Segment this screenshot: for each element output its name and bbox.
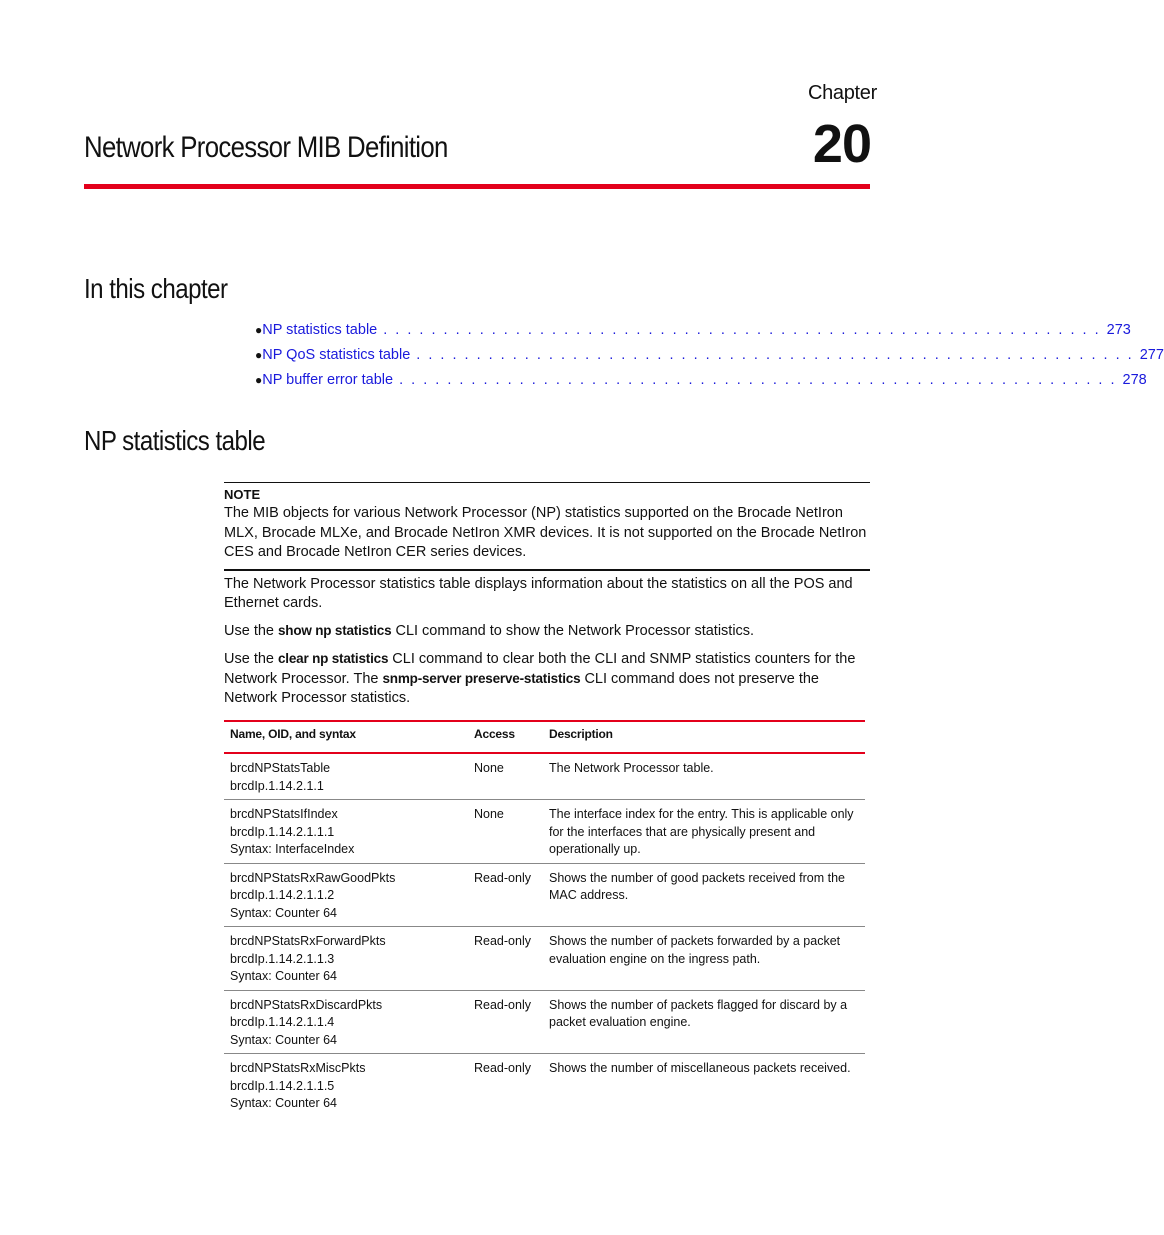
column-header: Description (543, 721, 865, 753)
table-row (224, 990, 865, 1054)
description-cell: Shows the number of packets flagged for discard by a packet evaluation engine. (543, 990, 865, 1054)
toc-page[interactable]: 273 (1106, 322, 1131, 338)
section-heading: NP statistics table (84, 425, 266, 456)
name-cell (224, 927, 468, 991)
toc-link[interactable]: NP buffer error table (262, 372, 394, 388)
in-this-chapter-heading: In this chapter (84, 273, 228, 304)
chapter-toc (255, 322, 1164, 397)
paragraph-text: CLI command to show the Network Processor statistics. (391, 623, 755, 639)
bullet-icon: ● (255, 323, 263, 337)
description-cell: Shows the number of packets forwarded by a packet evaluation engine on the ingress path. (543, 927, 865, 991)
object-name: brcdNPStatsRxMiscPkts (230, 1061, 366, 1075)
object-syntax: Syntax: Counter 64 (230, 905, 338, 920)
toc-page[interactable]: 278 (1122, 372, 1147, 388)
table-row (224, 863, 865, 927)
table-row (224, 753, 865, 800)
table-row (224, 800, 865, 864)
paragraph-text: CLI command does not preserve the Network Processor statistics. (224, 671, 819, 706)
bullet-icon: ● (255, 373, 263, 387)
paragraph-text: CLI command to clear both the CLI and SNMP statistics counters for the Network Processor. The (224, 651, 856, 687)
show-command-paragraph (224, 621, 870, 641)
object-name: brcdNPStatsIfIndex (230, 807, 338, 821)
table-row (224, 1054, 865, 1117)
toc-leader: . . . . . . . . . . . . . . . . . . . . . . . . . . . . . . . . . . . . . . . . . . . . . . . . . . . . . . . . . . . . (383, 322, 1101, 338)
cli-command: show np statistics (278, 623, 392, 638)
access-cell: None (468, 753, 543, 800)
note-text: The MIB objects for various Network Processor (NP) statistics supported on the Brocade NetIron MLX, Brocade MLXe, and Brocade NetIron XMR devices. It is not supported on the Brocade NetIron CES and Brocade NetIron CER series devices. (224, 505, 867, 560)
intro-paragraph: The Network Processor statistics table displays information about the statistics on all the POS and Ethernet cards. (224, 576, 853, 611)
object-oid: brcdIp.1.14.2.1.1.1 (230, 824, 335, 839)
column-header: Access (468, 721, 543, 753)
access-cell: None (468, 800, 543, 864)
object-syntax: Syntax: Counter 64 (230, 1032, 338, 1047)
toc-item[interactable] (255, 347, 1164, 372)
access-cell: Read-only (474, 1061, 531, 1075)
description-cell: Shows the number of good packets received from the MAC address. (543, 863, 865, 927)
object-oid: brcdIp.1.14.2.1.1.3 (230, 951, 335, 966)
name-cell (224, 1054, 468, 1117)
cli-command: clear np statistics (278, 651, 389, 666)
toc-item[interactable] (255, 372, 1147, 397)
clear-command-paragraph (224, 649, 870, 708)
column-header: Name, OID, and syntax (224, 721, 468, 753)
object-syntax: Syntax: InterfaceIndex (230, 842, 355, 856)
object-oid: brcdIp.1.14.2.1.1.4 (230, 1015, 335, 1029)
cli-command: snmp-server preserve-statistics (382, 671, 581, 686)
description-cell: The Network Processor table. (543, 753, 865, 800)
access-cell: Read-only (468, 863, 543, 927)
note-box (224, 482, 870, 571)
access-cell: Read-only (468, 927, 543, 991)
title-rule (84, 184, 870, 189)
toc-link[interactable]: NP QoS statistics table (262, 347, 411, 363)
toc-leader: . . . . . . . . . . . . . . . . . . . . . . . . . . . . . . . . . . . . . . . . . . . . . . . . . . . . . . . . . . . . (399, 372, 1117, 388)
description-cell: The interface index for the entry. This is applicable only for the interfaces that are physically present and operationally up. (543, 800, 865, 864)
name-cell (224, 863, 468, 927)
object-syntax: Syntax: Counter 64 (230, 1096, 338, 1110)
toc-page[interactable]: 277 (1139, 347, 1164, 363)
object-name: brcdNPStatsRxDiscardPkts (230, 997, 383, 1012)
description-cell: Shows the number of miscellaneous packets received. (549, 1061, 851, 1075)
note-label: NOTE (224, 487, 261, 502)
table-row (224, 927, 865, 991)
toc-leader: . . . . . . . . . . . . . . . . . . . . . . . . . . . . . . . . . . . . . . . . . . . . . . . . . . . . . . . . . . . . (416, 347, 1134, 363)
object-oid: brcdIp.1.14.2.1.1.5 (230, 1078, 335, 1093)
bullet-icon: ● (255, 348, 263, 362)
table-header-row (224, 721, 865, 753)
paragraph-text: Use the (224, 651, 278, 667)
object-name: brcdNPStatsTable (230, 761, 331, 775)
object-oid: brcdIp.1.14.2.1.1.2 (230, 888, 335, 902)
toc-link[interactable]: NP statistics table (262, 322, 378, 338)
access-cell: Read-only (468, 990, 543, 1054)
name-cell (224, 990, 468, 1054)
paragraph-text: Use the (224, 623, 278, 639)
name-cell (224, 753, 468, 800)
object-name: brcdNPStatsRxRawGoodPkts (230, 870, 396, 885)
toc-item[interactable] (255, 322, 1131, 347)
object-oid: brcdIp.1.14.2.1.1 (230, 778, 324, 793)
chapter-number: 20 (812, 114, 871, 174)
mib-table (224, 720, 865, 1117)
object-name: brcdNPStatsRxForwardPkts (230, 934, 386, 948)
chapter-title: Network Processor MIB Definition (84, 131, 448, 164)
object-syntax: Syntax: Counter 64 (230, 969, 338, 983)
name-cell (224, 800, 468, 864)
chapter-label: Chapter (807, 82, 877, 104)
